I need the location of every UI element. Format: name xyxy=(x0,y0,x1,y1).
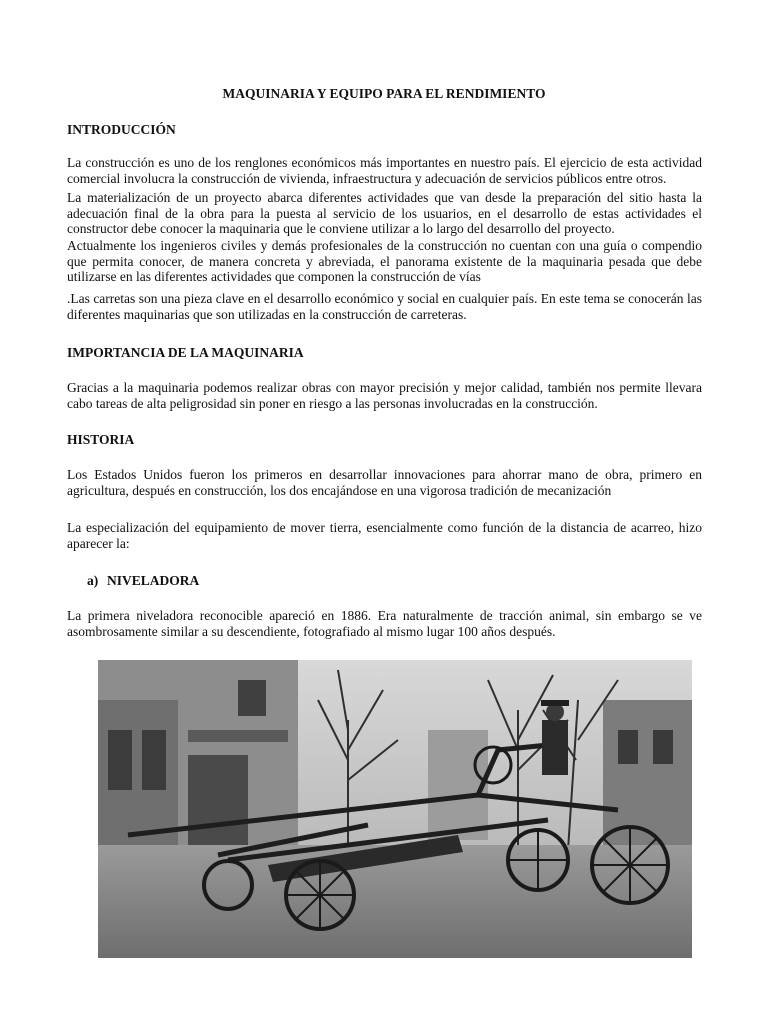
document-title: MAQUINARIA Y EQUIPO PARA EL RENDIMIENTO xyxy=(222,86,546,101)
niveladora-heading xyxy=(87,573,199,589)
intro-paragraph-1: La construcción es uno de los renglones económicos más importantes en nuestro país. El ejercicio de esta actividad comercial involucra la construcción de vivienda, infraestructura y adecuación de servicios públicos entre otros. xyxy=(67,155,702,186)
subsection-title: NIVELADORA xyxy=(107,573,200,588)
intro-paragraph-3: Actualmente los ingenieros civiles y demás profesionales de la construcción no cuentan con una guía o compendio que permita conocer, de manera concreta y abreviada, el panorama existente de la maquinaria pesada que debe utilizarse en las diferentes actividades que componen la construcción de vías xyxy=(67,238,702,285)
history-paragraph-2: La especialización del equipamiento de mover tierra, esencialmente como función de la distancia de acarreo, hizo aparecer la: xyxy=(67,520,702,551)
niveladora-paragraph: La primera niveladora reconocible apareció en 1886. Era naturalmente de tracción animal, sin embargo se ve asombrosamente similar a su descendiente, fotografiado al mismo lugar 100 años después. xyxy=(67,608,702,639)
history-heading: HISTORIA xyxy=(67,432,135,447)
grader-photo xyxy=(98,660,692,958)
intro-paragraph-4: .Las carretas son una pieza clave en el desarrollo económico y social en cualquier país. En este tema se conocerán las diferentes maquinarias que son utilizadas en la construcción de carreteras. xyxy=(67,291,702,322)
subsection-marker: a) xyxy=(87,573,99,588)
importance-paragraph: Gracias a la maquinaria podemos realizar obras con mayor precisión y mejor calidad, también nos permite llevara cabo tareas de alta peligrosidad sin poner en riesgo a las personas involucradas en la construcción. xyxy=(67,380,702,411)
history-paragraph-1: Los Estados Unidos fueron los primeros en desarrollar innovaciones para ahorrar mano de obra, primero en agricultura, después en construcción, los dos encajándose en una vigorosa tradición de mecanización xyxy=(67,467,702,498)
intro-heading: INTRODUCCIÓN xyxy=(67,122,176,137)
importance-heading: IMPORTANCIA DE LA MAQUINARIA xyxy=(67,345,304,360)
intro-paragraph-2: La materialización de un proyecto abarca diferentes actividades que van desde la preparación del sitio hasta la adecuación final de la obra para la puesta al servicio de los usuarios, en el desarrollo de estas actividades el constructor debe conocer la maquinaria que le conviene utilizar a lo largo del desarrollo del proyecto. xyxy=(67,190,702,237)
